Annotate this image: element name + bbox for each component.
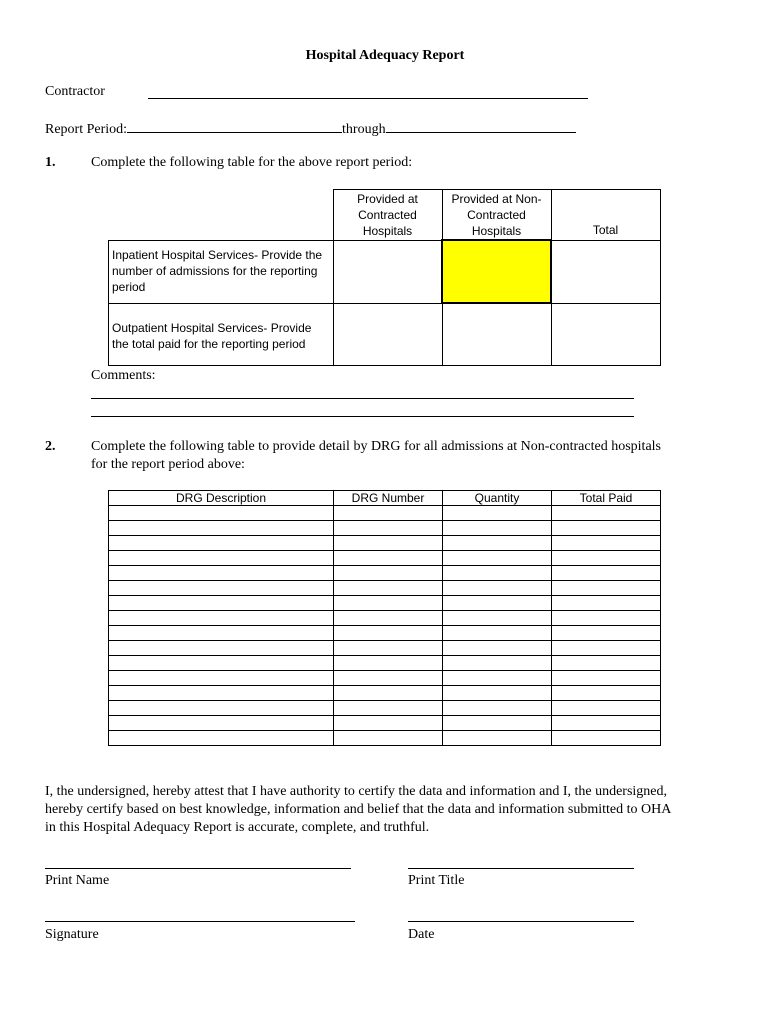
drg-description-cell[interactable] xyxy=(109,701,334,716)
report-period-start-field[interactable] xyxy=(127,120,342,133)
table-row xyxy=(109,641,661,656)
total-paid-cell[interactable] xyxy=(552,656,661,671)
drg-number-cell[interactable] xyxy=(334,611,443,626)
col-header-drg-number: DRG Number xyxy=(334,491,443,506)
table-row xyxy=(109,536,661,551)
outpatient-total-cell[interactable] xyxy=(551,303,660,365)
drg-description-cell[interactable] xyxy=(109,536,334,551)
section2-instruction-line2: for the report period above: xyxy=(91,457,245,472)
print-name-field[interactable] xyxy=(45,868,351,869)
col-header-quantity: Quantity xyxy=(443,491,552,506)
drg-description-cell[interactable] xyxy=(109,716,334,731)
comments-line-2[interactable] xyxy=(91,416,634,417)
quantity-cell[interactable] xyxy=(443,671,552,686)
quantity-cell[interactable] xyxy=(443,626,552,641)
total-paid-cell[interactable] xyxy=(552,566,661,581)
table-row xyxy=(109,716,661,731)
total-paid-cell[interactable] xyxy=(552,581,661,596)
total-paid-cell[interactable] xyxy=(552,536,661,551)
report-period-end-field[interactable] xyxy=(386,120,576,133)
print-title-field[interactable] xyxy=(408,868,634,869)
quantity-cell[interactable] xyxy=(443,581,552,596)
drg-description-cell[interactable] xyxy=(109,566,334,581)
contractor-label: Contractor xyxy=(45,84,105,99)
col-header-contracted: Provided at Contracted Hospitals xyxy=(333,190,442,241)
drg-description-cell[interactable] xyxy=(109,641,334,656)
outpatient-contracted-cell[interactable] xyxy=(333,303,442,365)
print-title-label: Print Title xyxy=(408,873,465,888)
total-paid-cell[interactable] xyxy=(552,626,661,641)
signature-field[interactable] xyxy=(45,921,355,922)
table-row xyxy=(109,521,661,536)
quantity-cell[interactable] xyxy=(443,701,552,716)
total-paid-cell[interactable] xyxy=(552,611,661,626)
total-paid-cell[interactable] xyxy=(552,701,661,716)
table-row xyxy=(109,701,661,716)
table-row xyxy=(109,656,661,671)
quantity-cell[interactable] xyxy=(443,716,552,731)
report-period-row xyxy=(45,120,576,138)
table-row xyxy=(109,596,661,611)
table-row xyxy=(109,566,661,581)
table-row xyxy=(109,731,661,746)
table-corner xyxy=(109,190,334,241)
drg-number-cell[interactable] xyxy=(334,536,443,551)
drg-description-cell[interactable] xyxy=(109,656,334,671)
page-title: Hospital Adequacy Report xyxy=(305,48,465,63)
quantity-cell[interactable] xyxy=(443,656,552,671)
quantity-cell[interactable] xyxy=(443,566,552,581)
drg-description-cell[interactable] xyxy=(109,626,334,641)
section2-number: 2. xyxy=(45,439,56,454)
table-row xyxy=(109,581,661,596)
date-label: Date xyxy=(408,927,435,942)
col-header-total: Total xyxy=(551,190,660,241)
quantity-cell[interactable] xyxy=(443,536,552,551)
table-row xyxy=(109,551,661,566)
total-paid-cell[interactable] xyxy=(552,596,661,611)
row-label-outpatient: Outpatient Hospital Services- Provide the total paid for the reporting period xyxy=(109,303,334,365)
through-label: through xyxy=(342,122,386,137)
drg-description-cell[interactable] xyxy=(109,551,334,566)
table-row xyxy=(109,611,661,626)
drg-number-cell[interactable] xyxy=(334,521,443,536)
inpatient-total-cell[interactable] xyxy=(551,240,660,303)
comments-line-1[interactable] xyxy=(91,398,634,399)
drg-number-cell[interactable] xyxy=(334,551,443,566)
drg-number-cell[interactable] xyxy=(334,626,443,641)
quantity-cell[interactable] xyxy=(443,596,552,611)
drg-number-cell[interactable] xyxy=(334,596,443,611)
comments-label: Comments: xyxy=(91,368,156,383)
total-paid-cell[interactable] xyxy=(552,641,661,656)
drg-number-cell[interactable] xyxy=(334,671,443,686)
quantity-cell[interactable] xyxy=(443,506,552,521)
drg-number-cell[interactable] xyxy=(334,641,443,656)
outpatient-non-contracted-cell[interactable] xyxy=(442,303,551,365)
table-row xyxy=(109,671,661,686)
quantity-cell[interactable] xyxy=(443,611,552,626)
quantity-cell[interactable] xyxy=(443,521,552,536)
inpatient-non-contracted-cell[interactable] xyxy=(442,240,551,303)
col-header-total-paid: Total Paid xyxy=(552,491,661,506)
quantity-cell[interactable] xyxy=(443,731,552,746)
drg-number-cell[interactable] xyxy=(334,701,443,716)
drg-number-cell[interactable] xyxy=(334,581,443,596)
total-paid-cell[interactable] xyxy=(552,521,661,536)
attestation-line1: I, the undersigned, hereby attest that I have authority to certify the data and information and I, the undersigned, xyxy=(45,784,668,799)
total-paid-cell[interactable] xyxy=(552,506,661,521)
table-row xyxy=(109,506,661,521)
drg-description-cell[interactable] xyxy=(109,596,334,611)
drg-description-cell[interactable] xyxy=(109,731,334,746)
contractor-field[interactable] xyxy=(148,98,588,99)
drg-description-cell[interactable] xyxy=(109,671,334,686)
print-name-label: Print Name xyxy=(45,873,110,888)
row-label-inpatient: Inpatient Hospital Services- Provide the number of admissions for the reporting period xyxy=(109,240,334,303)
drg-description-cell[interactable] xyxy=(109,611,334,626)
section2-instruction-line1: Complete the following table to provide detail by DRG for all admissions at Non-contracted hospitals xyxy=(91,439,661,454)
report-period-label: Report Period: xyxy=(45,122,128,137)
drg-description-cell[interactable] xyxy=(109,686,334,701)
col-header-non-contracted: Provided at Non-Contracted Hospitals xyxy=(442,190,551,241)
attestation-line2: hereby certify based on best knowledge, information and belief that the data and information submitted to OHA xyxy=(45,802,672,817)
col-header-drg-description: DRG Description xyxy=(109,491,334,506)
drg-description-cell[interactable] xyxy=(109,581,334,596)
attestation-line3: in this Hospital Adequacy Report is accurate, complete, and truthful. xyxy=(45,820,430,835)
total-paid-cell[interactable] xyxy=(552,686,661,701)
total-paid-cell[interactable] xyxy=(552,671,661,686)
drg-description-cell[interactable] xyxy=(109,506,334,521)
drg-description-cell[interactable] xyxy=(109,521,334,536)
drg-number-cell[interactable] xyxy=(334,716,443,731)
signature-label: Signature xyxy=(45,927,99,942)
drg-number-cell[interactable] xyxy=(334,506,443,521)
drg-number-cell[interactable] xyxy=(334,731,443,746)
table-row xyxy=(109,626,661,641)
quantity-cell[interactable] xyxy=(443,551,552,566)
drg-number-cell[interactable] xyxy=(334,656,443,671)
total-paid-cell[interactable] xyxy=(552,551,661,566)
drg-number-cell[interactable] xyxy=(334,566,443,581)
section1-number: 1. xyxy=(45,155,56,170)
table-row xyxy=(109,686,661,701)
section1-instruction: Complete the following table for the above report period: xyxy=(91,155,413,170)
quantity-cell[interactable] xyxy=(443,686,552,701)
drg-number-cell[interactable] xyxy=(334,686,443,701)
drg-table xyxy=(108,490,661,746)
date-field[interactable] xyxy=(408,921,634,922)
inpatient-contracted-cell[interactable] xyxy=(333,240,442,303)
total-paid-cell[interactable] xyxy=(552,716,661,731)
total-paid-cell[interactable] xyxy=(552,731,661,746)
quantity-cell[interactable] xyxy=(443,641,552,656)
services-table xyxy=(108,189,661,366)
